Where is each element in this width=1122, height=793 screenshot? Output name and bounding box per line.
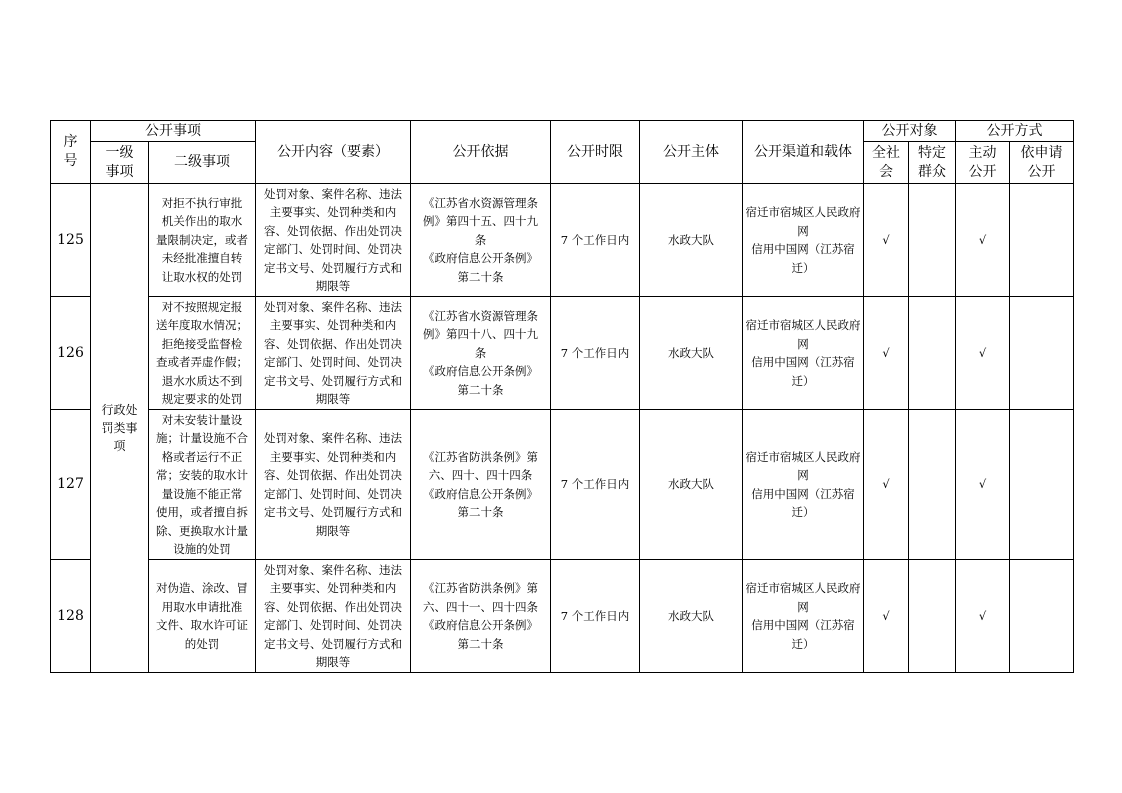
- row-method-active-check: √: [956, 297, 1010, 410]
- row-audience-all-check: √: [864, 184, 909, 297]
- row-method-active-check: √: [956, 410, 1010, 560]
- header-method-request: 依申请 公开: [1010, 142, 1074, 184]
- row-time-limit: 7 个工作日内: [551, 297, 640, 410]
- table-row: [51, 297, 1074, 410]
- row-audience-all-check: √: [864, 297, 909, 410]
- row-method-request-check: [1010, 560, 1074, 673]
- row-seq: 128: [51, 560, 91, 673]
- row-level2: 对伪造、涂改、冒 用取水申请批准 文件、取水许可证 的处罚: [149, 560, 256, 673]
- header-method-active: 主动 公开: [956, 142, 1010, 184]
- row-basis: 《江苏省防洪条例》第 六、四十、四十四条 《政府信息公开条例》 第二十条: [411, 410, 551, 560]
- row-time-limit: 7 个工作日内: [551, 184, 640, 297]
- row-level2: 对未安装计量设 施；计量设施不合 格或者运行不正 常；安装的取水计 量设施不能正常 使用，或者擅自拆 除、更换取水计量 设施的处罚: [149, 410, 256, 560]
- disclosure-table: [50, 120, 1074, 673]
- row-content: 处罚对象、案件名称、违法 主要事实、处罚种类和内 容、处罚依据、作出处罚决 定部门、处罚时间、处罚决 定书文号、处罚履行方式和 期限等: [256, 184, 411, 297]
- row-channel: 宿迁市宿城区人民政府网 信用中国网（江苏宿迁）: [743, 410, 864, 560]
- row-basis: 《江苏省防洪条例》第 六、四十一、四十四条 《政府信息公开条例》 第二十条: [411, 560, 551, 673]
- header-time-limit: 公开时限: [551, 121, 640, 184]
- header-public-items: 公开事项: [91, 121, 256, 142]
- header-audience-all: 全社 会: [864, 142, 909, 184]
- header-seq: 序 号: [51, 121, 91, 184]
- row-audience-all-check: √: [864, 560, 909, 673]
- row-seq: 125: [51, 184, 91, 297]
- row-level2: 对拒不执行审批 机关作出的取水 量限制决定，或者 未经批准擅自转 让取水权的处罚: [149, 184, 256, 297]
- row-audience-specific-check: [909, 560, 956, 673]
- row-method-request-check: [1010, 297, 1074, 410]
- row-content: 处罚对象、案件名称、违法 主要事实、处罚种类和内 容、处罚依据、作出处罚决 定部门、处罚时间、处罚决 定书文号、处罚履行方式和 期限等: [256, 297, 411, 410]
- table-row: [51, 560, 1074, 673]
- row-basis: 《江苏省水资源管理条 例》第四十八、四十九 条 《政府信息公开条例》 第二十条: [411, 297, 551, 410]
- header-audience: 公开对象: [864, 121, 956, 142]
- header-level1: 一级 事项: [91, 142, 149, 184]
- row-channel: 宿迁市宿城区人民政府网 信用中国网（江苏宿迁）: [743, 560, 864, 673]
- row-channel: 宿迁市宿城区人民政府网 信用中国网（江苏宿迁）: [743, 297, 864, 410]
- row-channel: 宿迁市宿城区人民政府网 信用中国网（江苏宿迁）: [743, 184, 864, 297]
- row-audience-specific-check: [909, 297, 956, 410]
- row-subject: 水政大队: [640, 410, 743, 560]
- row-method-request-check: [1010, 410, 1074, 560]
- header-content: 公开内容（要素）: [256, 121, 411, 184]
- table-row: [51, 184, 1074, 297]
- row-subject: 水政大队: [640, 297, 743, 410]
- row-subject: 水政大队: [640, 184, 743, 297]
- row-audience-all-check: √: [864, 410, 909, 560]
- row-method-request-check: [1010, 184, 1074, 297]
- row-audience-specific-check: [909, 410, 956, 560]
- header-audience-specific: 特定 群众: [909, 142, 956, 184]
- row-audience-specific-check: [909, 184, 956, 297]
- row-subject: 水政大队: [640, 560, 743, 673]
- row-method-active-check: √: [956, 560, 1010, 673]
- header-subject: 公开主体: [640, 121, 743, 184]
- header-method: 公开方式: [956, 121, 1074, 142]
- table-row: [51, 410, 1074, 560]
- row-content: 处罚对象、案件名称、违法 主要事实、处罚种类和内 容、处罚依据、作出处罚决 定部门、处罚时间、处罚决 定书文号、处罚履行方式和 期限等: [256, 560, 411, 673]
- row-time-limit: 7 个工作日内: [551, 410, 640, 560]
- header-basis: 公开依据: [411, 121, 551, 184]
- row-seq: 126: [51, 297, 91, 410]
- row-content: 处罚对象、案件名称、违法 主要事实、处罚种类和内 容、处罚依据、作出处罚决 定部门、处罚时间、处罚决 定书文号、处罚履行方式和 期限等: [256, 410, 411, 560]
- row-basis: 《江苏省水资源管理条 例》第四十五、四十九 条 《政府信息公开条例》 第二十条: [411, 184, 551, 297]
- header-channel: 公开渠道和载体: [743, 121, 864, 184]
- row-method-active-check: √: [956, 184, 1010, 297]
- row-seq: 127: [51, 410, 91, 560]
- level1-item: 行政处 罚类事 项: [91, 184, 149, 673]
- row-level2: 对不按照规定报 送年度取水情况； 拒绝接受监督检 查或者弄虚作假； 退水水质达不到 规定要求的处罚: [149, 297, 256, 410]
- row-time-limit: 7 个工作日内: [551, 560, 640, 673]
- header-level2: 二级事项: [149, 142, 256, 184]
